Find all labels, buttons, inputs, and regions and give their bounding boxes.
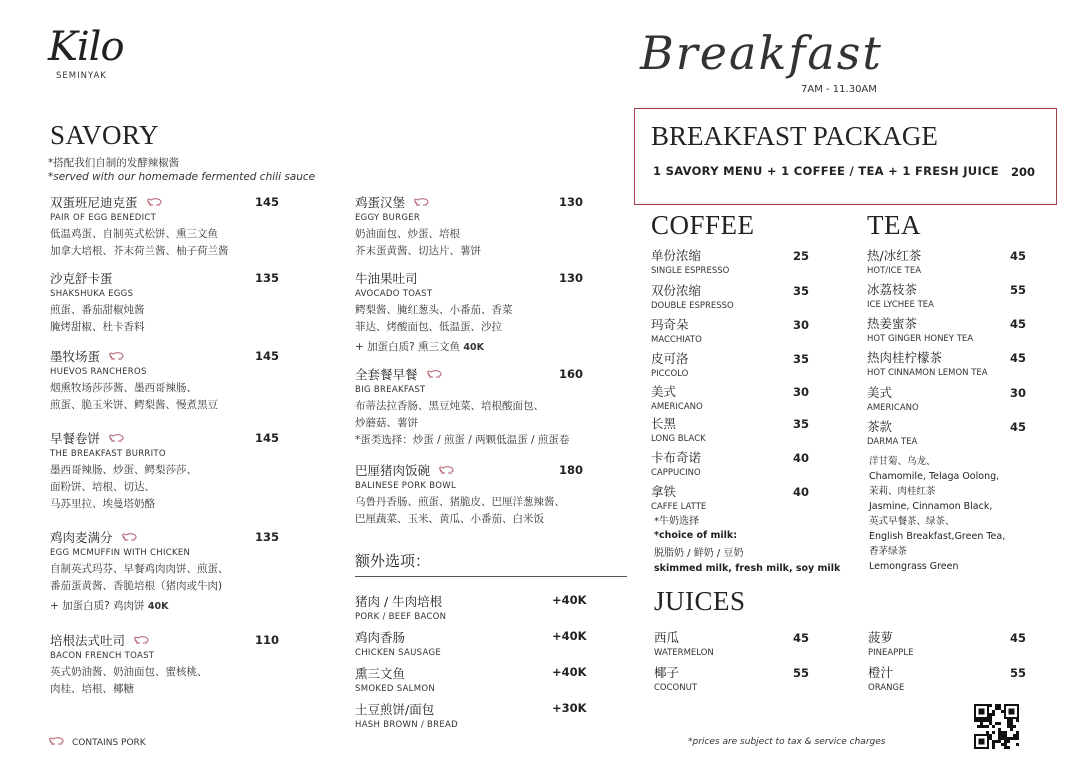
- item-description: 布蒂法拉香肠、黑豆炖菜、培根酸面包、: [355, 400, 544, 412]
- extra-price: +40K: [552, 665, 587, 679]
- tea-variety-line: 洋甘菊、乌龙、: [869, 456, 936, 467]
- milk-options-cn: 脱脂奶 / 鲜奶 / 豆奶: [654, 548, 744, 559]
- drink-item: [654, 628, 714, 661]
- drink-name-cn: 橙汁: [868, 665, 894, 680]
- item-description: 芥末蛋黄酱、切达片、薯饼: [355, 245, 481, 257]
- drink-price: 30: [1010, 386, 1027, 400]
- savory-note-en: *served with our homemade fermented chili sauce: [48, 171, 316, 183]
- drink-name-cn: 美式: [651, 384, 677, 399]
- item-price: 145: [255, 349, 280, 363]
- item-description: 番茄蛋黄酱、香脆培根（猪肉或牛肉): [50, 580, 223, 592]
- drink-price: 25: [793, 249, 810, 263]
- drink-name-en: HOT/ICE TEA: [867, 266, 922, 276]
- menu-item: [355, 269, 513, 356]
- item-name-cn: 墨牧场蛋: [50, 348, 101, 364]
- drink-name-en: CAPPUCINO: [651, 468, 701, 478]
- drink-name-cn: 单份浓缩: [651, 248, 702, 263]
- drink-name-en: PINEAPPLE: [868, 648, 914, 658]
- item-price: 130: [559, 195, 584, 209]
- extra-name-en: CHICKEN SAUSAGE: [355, 648, 442, 658]
- item-name-row: [355, 269, 513, 286]
- drink-price: 45: [1010, 351, 1027, 365]
- drink-price: 45: [793, 631, 810, 645]
- drink-price: 55: [1010, 283, 1027, 297]
- tea-variety-line: English Breakfast,Green Tea,: [869, 531, 1006, 542]
- drink-item: [651, 414, 706, 447]
- protein-addon: [355, 339, 513, 356]
- tea-variety-line: 英式早餐茶、绿茶、: [869, 516, 955, 527]
- drink-name-en: LONG BLACK: [651, 434, 706, 444]
- item-name-cn: 培根法式吐司: [50, 632, 126, 648]
- item-name-row: [355, 193, 481, 210]
- drink-name-en: HOT GINGER HONEY TEA: [867, 334, 974, 344]
- item-description: 奶油面包、炒蛋、培根: [355, 228, 460, 240]
- drink-price: 55: [793, 666, 810, 680]
- item-name-cn: 鸡蛋汉堡: [355, 194, 406, 210]
- extra-item: [355, 628, 441, 661]
- extra-item: [355, 592, 446, 625]
- extra-price: +30K: [552, 701, 587, 715]
- drink-item: [651, 448, 701, 481]
- drink-price: 30: [793, 385, 810, 399]
- breakfast-package-box: [634, 108, 1057, 205]
- extra-name-cn: 土豆煎饼/面包: [355, 701, 435, 717]
- item-description: 自制英式玛芬、早餐鸡肉肉饼、煎蛋、: [50, 563, 229, 575]
- item-price: 130: [559, 271, 584, 285]
- item-price: 145: [255, 195, 280, 209]
- pig-icon: [133, 635, 149, 645]
- drink-name-cn: 热/冰红茶: [867, 248, 922, 263]
- extra-name-cn: 猪肉 / 牛肉培根: [355, 593, 443, 609]
- menu-item: [355, 461, 565, 528]
- drink-name-cn: 西瓜: [654, 630, 680, 645]
- drink-name-cn: 椰子: [654, 665, 680, 680]
- item-description: 面粉饼、培根、切达、: [50, 481, 155, 493]
- pig-icon: [146, 197, 162, 207]
- item-name-cn: 鸡肉麦满分: [50, 529, 113, 545]
- extra-name-en: HASH BROWN / BREAD: [355, 720, 459, 730]
- drink-item: [651, 349, 689, 382]
- extra-name-en: SMOKED SALMON: [355, 684, 435, 694]
- extra-name-en: PORK / BEEF BACON: [355, 612, 447, 622]
- drink-item: [868, 663, 904, 696]
- tea-variety-line: Jasmine, Cinnamon Black,: [869, 501, 993, 512]
- drink-name-en: WATERMELON: [654, 648, 714, 658]
- item-description: 英式奶油酱、奶油面包、蜜核桃、: [50, 666, 208, 678]
- item-name-en: HUEVOS RANCHEROS: [50, 367, 147, 377]
- drink-price: 35: [793, 417, 810, 431]
- item-name-en: SHAKSHUKA EGGS: [50, 289, 134, 299]
- addon-price: 40K: [147, 601, 169, 612]
- pig-icon: [48, 736, 64, 749]
- item-price: 135: [255, 271, 280, 285]
- savory-note-cn: *搭配我们自制的发酵辣椒酱: [48, 157, 180, 169]
- pig-icon: [413, 197, 429, 207]
- item-name-en: AVOCADO TOAST: [355, 289, 433, 299]
- item-description: 巴厘蔬菜、玉米、黄瓜、小番茄、白米饭: [355, 513, 544, 525]
- item-name-row: [50, 269, 145, 286]
- drink-price: 45: [1010, 249, 1027, 263]
- item-name-cn: 沙克舒卡蛋: [50, 270, 113, 286]
- extra-price: +40K: [552, 593, 587, 607]
- addon-price: 40K: [463, 342, 484, 353]
- item-name-en: PAIR OF EGG BENEDICT: [50, 213, 157, 223]
- drink-item: [651, 281, 734, 314]
- item-name-row: [50, 631, 208, 648]
- menu-item: [50, 269, 145, 336]
- extra-name-cn: 熏三文鱼: [355, 665, 406, 681]
- item-name-cn: 早餐卷饼: [50, 430, 101, 446]
- addon-label: + 加蛋白质? 熏三文鱼: [355, 341, 461, 353]
- drink-item: [867, 246, 921, 279]
- protein-addon: [50, 598, 229, 615]
- item-price: 180: [559, 463, 584, 477]
- pig-icon: [108, 351, 124, 361]
- item-description: 菲达、烤酸面包、低温蛋、沙拉: [355, 321, 502, 333]
- tea-varieties: [869, 454, 1005, 574]
- pork-legend: [48, 736, 146, 749]
- item-description: 煎蛋、脆玉米饼、鳄梨酱、慢煮黑豆: [50, 399, 218, 411]
- pig-icon: [108, 433, 124, 443]
- brand-location: SEMINYAK: [56, 71, 107, 81]
- milk-choice-en: *choice of milk:: [654, 530, 738, 541]
- item-description: 肉桂、培根、椰糖: [50, 683, 134, 695]
- drink-name-en: DOUBLE ESPRESSO: [651, 301, 734, 311]
- tea-variety-line: 香茅绿茶: [869, 546, 908, 557]
- package-title: BREAKFAST PACKAGE: [651, 121, 938, 151]
- drink-name-cn: 茶款: [867, 419, 893, 434]
- drink-item: [867, 280, 934, 313]
- drink-price: 45: [1010, 317, 1027, 331]
- drink-price: 35: [793, 284, 810, 298]
- drink-name-cn: 玛奇朵: [651, 317, 689, 332]
- item-name-row: [50, 347, 218, 364]
- item-name-row: [50, 193, 229, 210]
- drink-name-cn: 美式: [867, 385, 893, 400]
- drink-price: 40: [793, 451, 810, 465]
- menu-item: [50, 528, 229, 615]
- drink-price: 30: [793, 318, 810, 332]
- item-description: 乌鲁丹香肠、煎蛋、猪脆皮、巴厘洋葱辣酱、: [355, 496, 565, 508]
- item-name-cn: 牛油果吐司: [355, 270, 418, 286]
- pig-icon: [426, 369, 442, 379]
- drink-price: 55: [1010, 666, 1027, 680]
- drink-name-cn: 拿铁: [651, 484, 677, 499]
- tea-variety-line: Lemongrass Green: [869, 561, 959, 572]
- serving-hours: 7AM - 11.30AM: [801, 84, 877, 95]
- drink-name-en: PICCOLO: [651, 369, 689, 379]
- package-price: 200: [1011, 165, 1036, 179]
- milk-options-en: skimmed milk, fresh milk, soy milk: [654, 563, 841, 574]
- drink-name-en: COCONUT: [654, 683, 698, 693]
- drink-price: 45: [1010, 631, 1027, 645]
- item-name-en: EGG MCMUFFIN WITH CHICKEN: [50, 548, 191, 558]
- coffee-heading: COFFEE: [651, 210, 755, 240]
- drink-item: [867, 314, 973, 347]
- extra-item: [355, 664, 435, 697]
- item-description: 鳄梨酱、腌红葱头、小番茄、香菜: [355, 304, 513, 316]
- item-price: 135: [255, 530, 280, 544]
- item-name-en: BACON FRENCH TOAST: [50, 651, 155, 661]
- drink-name-en: SINGLE ESPRESSO: [651, 266, 730, 276]
- drink-item: [651, 382, 703, 415]
- drink-item: [654, 663, 697, 696]
- item-name-cn: 全套餐早餐: [355, 366, 418, 382]
- menu-item: [355, 193, 481, 260]
- drink-name-cn: 热姜蜜茶: [867, 316, 918, 331]
- drink-name-cn: 长黑: [651, 416, 677, 431]
- tea-variety-line: 茉莉、肉桂红茶: [869, 486, 936, 497]
- drink-name-en: DARMA TEA: [867, 437, 918, 447]
- pork-legend-label: CONTAINS PORK: [72, 737, 146, 748]
- milk-choice-cn: *牛奶选择: [654, 516, 699, 527]
- drink-name-en: ORANGE: [868, 683, 905, 693]
- drink-name-en: CAFFE LATTE: [651, 502, 707, 512]
- item-name-row: [355, 365, 569, 382]
- drink-item: [867, 417, 917, 450]
- item-name-en: BIG BREAKFAST: [355, 385, 426, 395]
- drink-item: [651, 315, 702, 348]
- drink-price: 35: [793, 352, 810, 366]
- package-description: 1 SAVORY MENU + 1 COFFEE / TEA + 1 FRESH JUICE: [653, 164, 999, 178]
- menu-item: [50, 347, 218, 414]
- item-description: 加拿大培根、芥末荷兰酱、柚子荷兰酱: [50, 245, 229, 257]
- item-name-en: EGGY BURGER: [355, 213, 421, 223]
- extras-heading: 额外选项：: [355, 552, 431, 570]
- drink-item: [868, 628, 914, 661]
- drink-price: 40: [793, 485, 810, 499]
- menu-item: [50, 631, 208, 698]
- item-description: 腌烤甜椒、杜卡香料: [50, 321, 145, 333]
- drink-item: [867, 348, 988, 381]
- drink-name-cn: 卡布奇诺: [651, 450, 702, 465]
- drink-item: [651, 482, 706, 515]
- drink-name-en: HOT CINNAMON LEMON TEA: [867, 368, 988, 378]
- item-description: 炒蘑菇、薯饼: [355, 417, 418, 429]
- drink-name-en: AMERICANO: [651, 402, 703, 412]
- drink-name-cn: 菠萝: [868, 630, 894, 645]
- item-name-cn: 双蛋班尼迪克蛋: [50, 194, 138, 210]
- savory-heading: SAVORY: [50, 120, 160, 150]
- pig-icon: [438, 465, 454, 475]
- drink-name-cn: 双份浓缩: [651, 283, 702, 298]
- item-name-row: [355, 461, 565, 478]
- item-name-en: BALINESE PORK BOWL: [355, 481, 456, 491]
- item-price: 160: [559, 367, 584, 381]
- menu-item: [50, 429, 197, 513]
- brand-logo: Kilo: [48, 24, 124, 70]
- item-description: 煎蛋、番茄甜椒炖酱: [50, 304, 145, 316]
- extra-item: [355, 700, 458, 733]
- juices-heading: JUICES: [654, 586, 746, 616]
- drink-item: [651, 246, 729, 279]
- menu-item: [50, 193, 229, 260]
- item-name-row: [50, 528, 229, 545]
- item-price: 145: [255, 431, 280, 445]
- item-price: 110: [255, 633, 280, 647]
- qr-code: [974, 704, 1019, 749]
- drink-name-en: ICE LYCHEE TEA: [867, 300, 934, 310]
- pig-icon: [48, 736, 64, 746]
- drink-name-cn: 皮可洛: [651, 351, 689, 366]
- pig-icon: [121, 532, 137, 542]
- item-name-en: THE BREAKFAST BURRITO: [50, 449, 166, 459]
- item-description: 墨西哥辣肠、炒蛋、鳄梨莎莎、: [50, 464, 197, 476]
- menu-item: [355, 365, 569, 449]
- extra-price: +40K: [552, 629, 587, 643]
- item-description: *蛋类选择：炒蛋 / 煎蛋 / 两颗低温蛋 / 煎蛋卷: [355, 434, 570, 446]
- item-name-row: [50, 429, 197, 446]
- item-description: 马苏里拉、埃曼塔奶酪: [50, 498, 155, 510]
- tax-note: *prices are subject to tax & service charges: [688, 737, 886, 747]
- tea-variety-line: Chamomile, Telaga Oolong,: [869, 471, 1000, 482]
- drink-item: [867, 383, 919, 416]
- extra-name-cn: 鸡肉香肠: [355, 629, 406, 645]
- item-description: 低温鸡蛋、自制英式松饼、熏三文鱼: [50, 228, 218, 240]
- drink-name-cn: 冰荔枝茶: [867, 282, 918, 297]
- drink-name-cn: 热肉桂柠檬茶: [867, 350, 943, 365]
- addon-label: + 加蛋白质? 鸡肉饼: [50, 600, 145, 612]
- tea-heading: TEA: [867, 210, 921, 240]
- item-name-cn: 巴厘猪肉饭碗: [355, 462, 431, 478]
- drink-name-en: MACCHIATO: [651, 335, 702, 345]
- divider: [355, 576, 627, 577]
- drink-price: 45: [1010, 420, 1027, 434]
- drink-name-en: AMERICANO: [867, 403, 919, 413]
- menu-title: Breakfast: [640, 26, 883, 80]
- item-description: 烟熏牧场莎莎酱、墨西哥辣肠、: [50, 382, 197, 394]
